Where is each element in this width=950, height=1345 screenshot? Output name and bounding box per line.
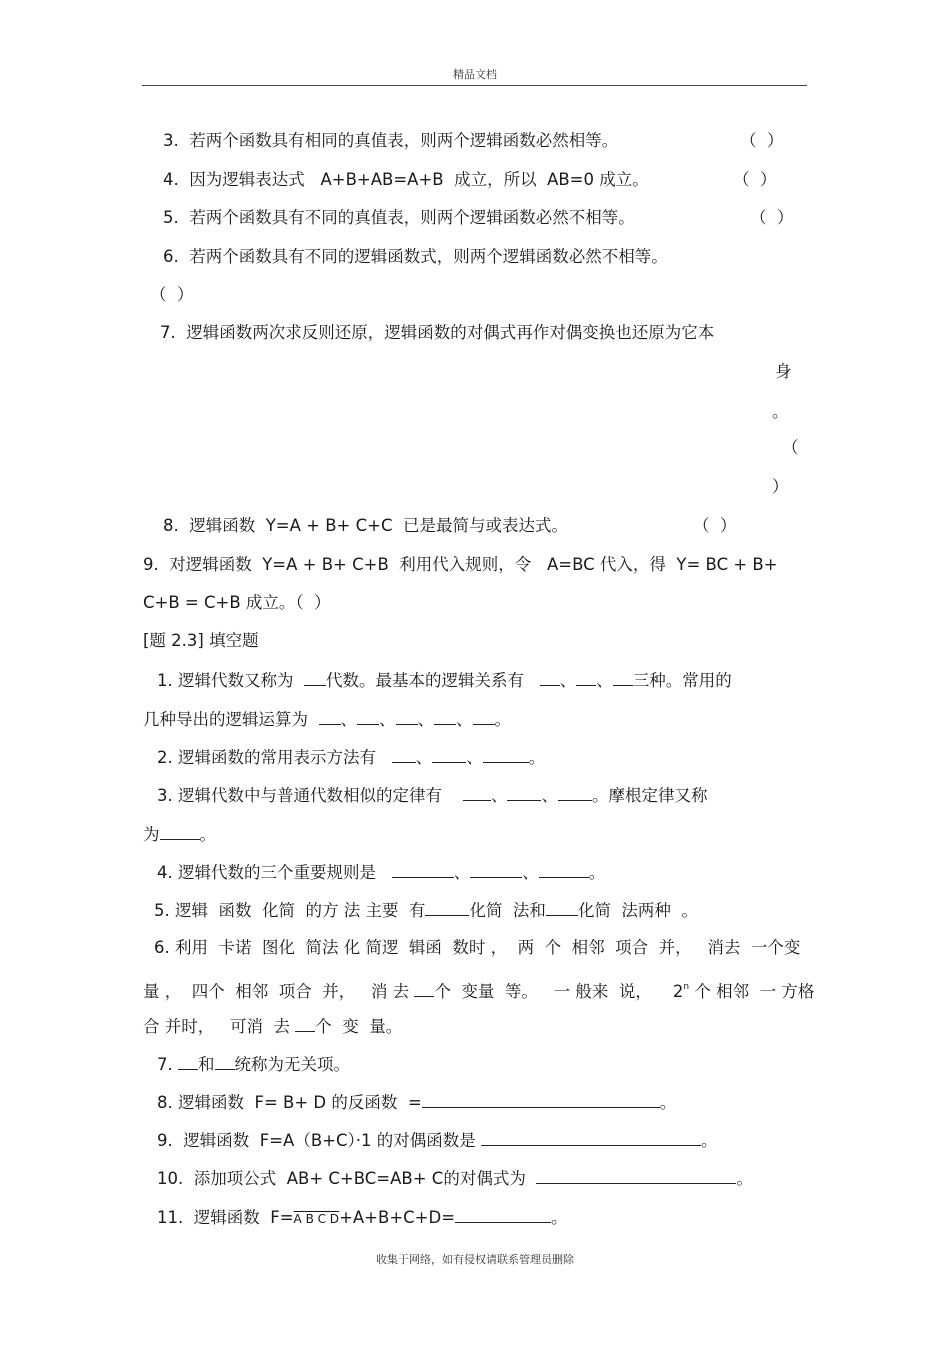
fill-q3-line2: 为 。 [143,825,216,844]
fill-q6-line3: 合 并时， 可消 去 个 变 量。 [143,1017,403,1036]
fill-q10: 10. 添加项公式 AB+ C+BC=AB+ C的对偶式为 。 [157,1169,753,1188]
judge-q7-paren-close: ） [772,477,789,496]
fill-q1-line2: 几种导出的逻辑运算为 、 、 、 、 。 [143,710,511,729]
judge-q4-answer-paren: （ ） [733,170,777,189]
section-title: [题 2.3] 填空题 [143,631,259,650]
fill-q3-line1: 3. 逻辑代数中与普通代数相似的定律有 、 、 。摩根定律又称 [157,786,708,805]
judge-q3: 3. 若两个函数具有相同的真值表，则两个逻辑函数必然相等。 [163,131,619,150]
fill-q5: 5. 逻辑 函数 化简 的方 法 主要 有 化简 法和 化简 法两种 。 [154,901,698,920]
judge-q4: 4. 因为逻辑表达式 A+B+AB=A+B 成立，所以 AB=0 成立。 [163,170,649,189]
judge-q9-line1: 9. 对逻辑函数 Y=A + B+ C+B 利用代入规则，令 A=BC 代入，得 Y= BC + B+ [143,555,778,574]
judge-q5-answer-paren: （ ） [750,208,794,227]
page-footer: 收集于网络，如有侵权请联系管理员删除 [376,1253,574,1266]
fill-q6-line2: 量 ， 四个 相邻 项合 并， 消 去 个 变量 等。 一 般来 说， 2$^n$ 个 相邻 一 方格 [143,982,815,1001]
page-header: 精品文档 [453,68,497,81]
judge-q7-tail-period: 。 [772,402,789,421]
fill-q2: 2. 逻辑函数的常用表示方法有 、 、 。 [157,748,546,767]
fill-q7: 7. 和 统称为无关项。 [157,1055,350,1074]
judge-q8-answer-paren: （ ） [693,516,737,535]
judge-q5: 5. 若两个函数具有不同的真值表，则两个逻辑函数必然不相等。 [163,208,635,227]
fill-q6-line1: 6. 利用 卡诺 图化 简法 化 简逻 辑函 数时 ， 两 个 相邻 项合 并， 消去 一个变 [154,938,801,957]
judge-q8: 8. 逻辑函数 Y=A + B+ C+C 已是最简与或表达式。 [163,516,568,535]
judge-q9-line2: C+B = C+B 成立。（ ） [143,593,331,612]
judge-q6-answer-paren: （ ） [150,285,194,304]
judge-q6: 6. 若两个函数具有不同的逻辑函数式，则两个逻辑函数必然不相等。 [163,247,668,266]
judge-q7-paren-open: （ [782,438,799,457]
fill-q1-line1: 1. 逻辑代数又称为 代数。最基本的逻辑关系有 、 、 三种。常用的 [157,671,732,690]
header-rule [142,85,807,86]
judge-q7: 7. 逻辑函数两次求反则还原，逻辑函数的对偶式再作对偶变换也还原为它本 [160,323,715,342]
fill-q4: 4. 逻辑代数的三个重要规则是 、 、 。 [157,863,606,882]
judge-q7-tail-char: 身 [775,362,792,381]
fill-q11: 11. 逻辑函数 F=A B C D+A+B+C+D= 。 [157,1208,568,1227]
overline-terms: A B C D [293,1212,340,1226]
judge-q3-answer-paren: （ ） [740,131,784,150]
fill-q8: 8. 逻辑函数 F= B+ D 的反函数 = 。 [157,1093,677,1112]
fill-q9: 9. 逻辑函数 F=A（B+C）·1 的对偶函数是 。 [157,1131,718,1150]
